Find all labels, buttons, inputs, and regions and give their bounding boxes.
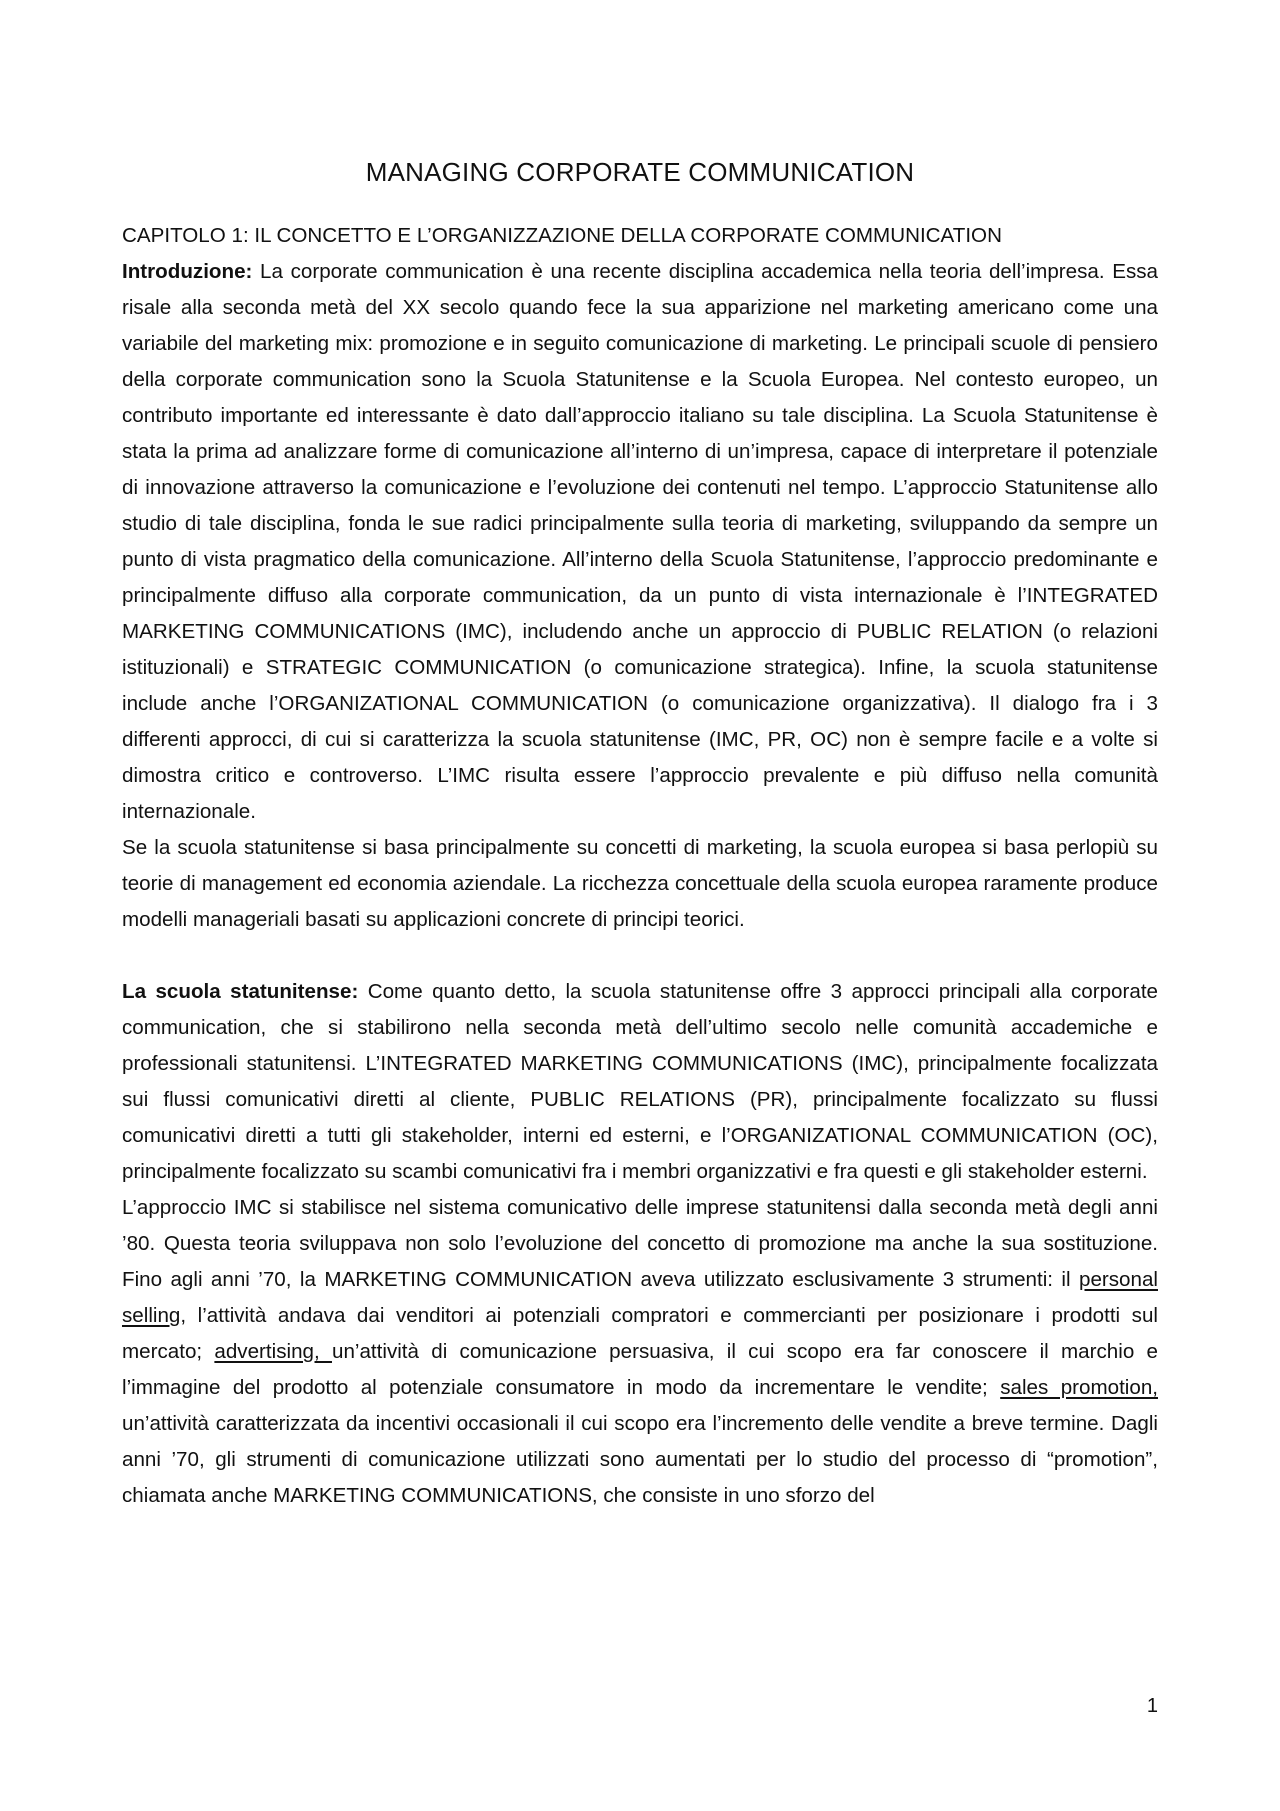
term-personal-selling: personal selling	[122, 1268, 1158, 1327]
us-school-text: Come quanto detto, la scuola statunitense offre 3 approcci principali alla corporate communication, che si stabilirono nella seconda metà dell’ultimo secolo nelle comunità accademiche e professionali statunitensi. L’INTEGRATED MARKETING COMMUNICATIONS (IMC), principalmente focalizzata sui flussi comunicativi diretti al cliente, PUBLIC RELATIONS (PR), principalmente focalizzato su flussi comunicativi diretti a tutti gli stakeholder, interni ed esterni, e l’ORGANIZATIONAL COMMUNICATION (OC), principalmente focalizzato su scambi comunicativi fra i membri organizzativi e fra questi e gli stakeholder esterni.	[122, 980, 1158, 1183]
term-advertising: advertising,	[214, 1340, 332, 1363]
imc-text-part-2: , l’attività andava dai venditori ai potenziali compratori e commercianti per posizionare i prodotti sul mercato;	[122, 1304, 1158, 1363]
paragraph-spacer	[122, 938, 1158, 974]
paragraph-european-school: Se la scuola statunitense si basa principalmente su concetti di marketing, la scuola europea si basa perlopiù su teorie di management ed economia aziendale. La ricchezza concettuale della scuola europea raramente produce modelli manageriali basati su applicazioni concrete di principi teorici.	[122, 836, 1158, 931]
page-number: 1	[1146, 1695, 1158, 1717]
us-school-label: La scuola statunitense:	[122, 980, 359, 1003]
imc-text-part-4: un’attività caratterizzata da incentivi occasionali il cui scopo era l’incremento delle vendite a breve termine. Dagli anni ’70, gli strumenti di comunicazione utilizzati sono aumentati per lo studio del processo di “promotion”, chiamata anche MARKETING COMMUNICATIONS, che consiste in uno sforzo del	[122, 1412, 1158, 1507]
imc-text-part-1: L’approccio IMC si stabilisce nel sistema comunicativo delle imprese statunitensi dalla seconda metà degli anni ’80. Questa teoria sviluppava non solo l’evoluzione del concetto di promozione ma anche la sua sostituzione. Fino agli anni ’70, la MARKETING COMMUNICATION aveva utilizzato esclusivamente 3 strumenti: il	[122, 1196, 1158, 1291]
us-school-paragraph	[122, 974, 1158, 1190]
imc-text-part-3: un’attività di comunicazione persuasiva, il cui scopo era far conoscere il marchio e l’immagine del prodotto al potenziale consumatore in modo da incrementare le vendite;	[122, 1340, 1158, 1399]
term-sales-promotion: sales promotion,	[1000, 1376, 1158, 1399]
intro-text: La corporate communication è una recente disciplina accademica nella teoria dell’impresa. Essa risale alla seconda metà del XX secolo quando fece la sua apparizione nel marketing americano come una variabile del marketing mix: promozione e in seguito comunicazione di marketing. Le principali scuole di pensiero della corporate communication sono la Scuola Statunitense e la Scuola Europea. Nel contesto europeo, un contributo importante ed interessante è dato dall’approccio italiano su tale disciplina. La Scuola Statunitense è stata la prima ad analizzare forme di comunicazione all’interno di un’impresa, capace di interpretare il potenziale di innovazione attraverso la comunicazione e l’evoluzione dei contenuti nel tempo. L’approccio Statunitense allo studio di tale disciplina, fonda le sue radici principalmente sulla teoria di marketing, sviluppando da sempre un punto di vista pragmatico della comunicazione. All’interno della Scuola Statunitense, l’approccio predominante e principalmente diffuso alla corporate communication, da un punto di vista internazionale è l’INTEGRATED MARKETING COMMUNICATIONS (IMC), includendo anche un approccio di PUBLIC RELATION (o relazioni istituzionali) e STRATEGIC COMMUNICATION (o comunicazione strategica). Infine, la scuola statunitense include anche l’ORGANIZATIONAL COMMUNICATION (o comunicazione organizzativa). Il dialogo fra i 3 differenti approcci, di cui si caratterizza la scuola statunitense (IMC, PR, OC) non è sempre facile e a volte si dimostra critico e controverso. L’IMC risulta essere l’approccio prevalente e più diffuso nella comunità internazionale.	[122, 260, 1158, 823]
intro-label: Introduzione:	[122, 260, 253, 283]
imc-paragraph	[122, 1190, 1158, 1514]
intro-paragraph	[122, 254, 1158, 830]
chapter-heading: CAPITOLO 1: IL CONCETTO E L’ORGANIZZAZIONE DELLA CORPORATE COMMUNICATION	[122, 224, 1002, 247]
document-title: MANAGING CORPORATE COMMUNICATION	[365, 157, 915, 187]
document-body	[122, 218, 1158, 1514]
